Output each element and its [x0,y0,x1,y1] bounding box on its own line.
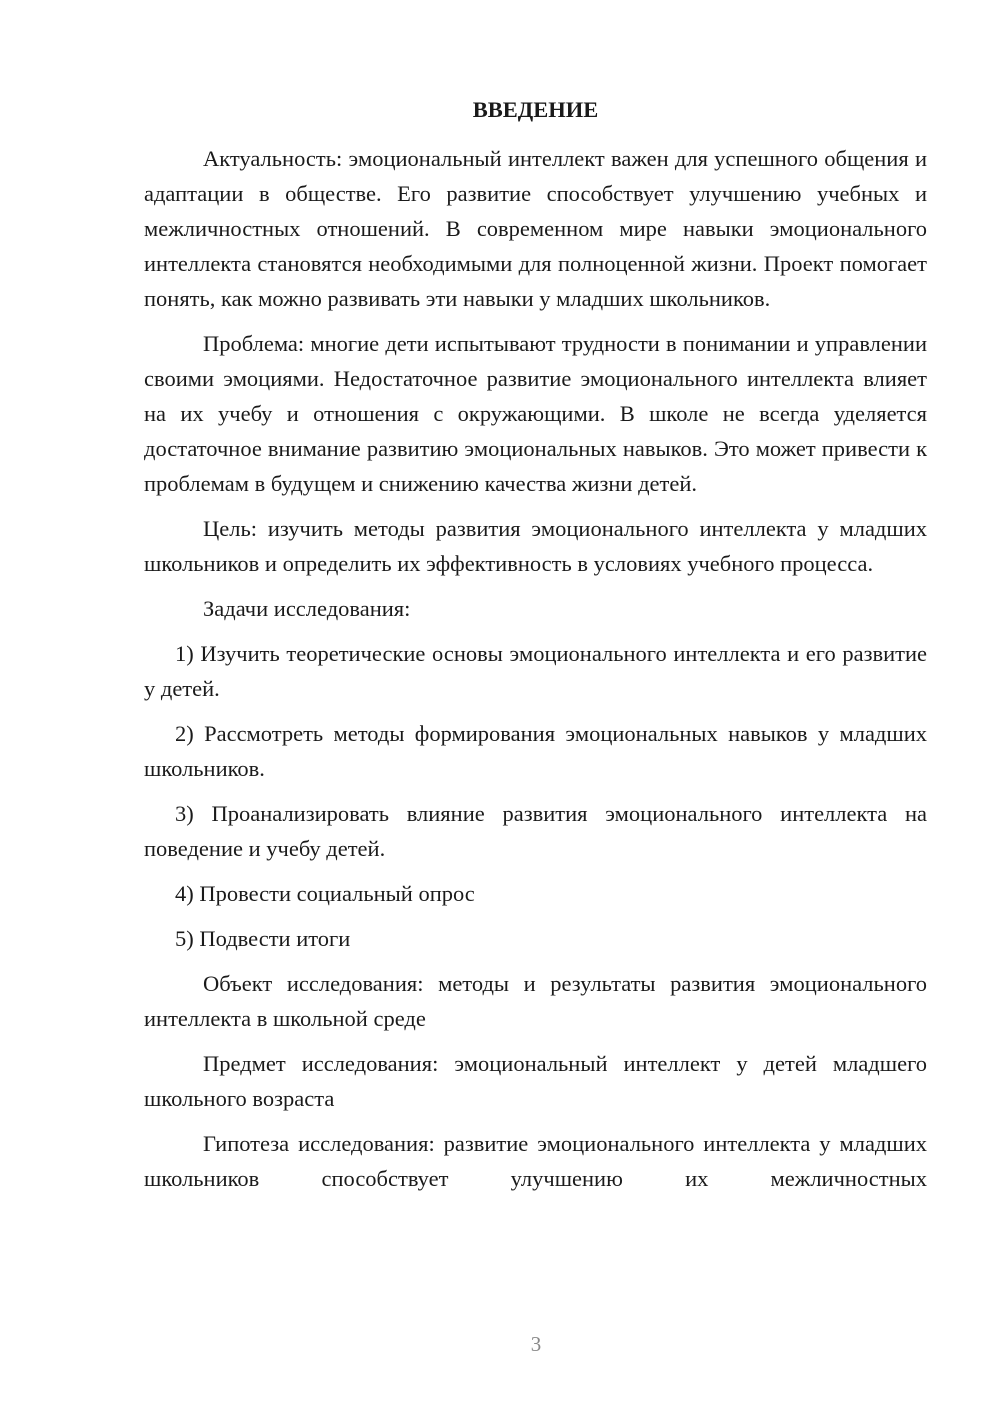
paragraph-subject: Предмет исследования: эмоциональный интеллект у детей младшего школьного возраста [144,1051,927,1111]
page-content [144,92,927,1206]
task-item-3: 3) Проанализировать влияние развития эмоционального интеллекта на поведение и учебу детей. [144,801,927,861]
paragraph-goal: Цель: изучить методы развития эмоционального интеллекта у младших школьников и определить их эффективность в условиях учебного процесса. [144,516,927,576]
section-title: ВВЕДЕНИЕ [472,97,599,122]
tasks-heading: Задачи исследования: [203,596,411,621]
task-item-2: 2) Рассмотреть методы формирования эмоциональных навыков у младших школьников. [144,721,927,781]
task-item-4: 4) Провести социальный опрос [175,881,475,906]
paragraph-object: Объект исследования: методы и результаты развития эмоционального интеллекта в школьной среде [144,971,927,1031]
paragraph-relevance: Актуальность: эмоциональный интеллект важен для успешного общения и адаптации в обществе. Его развитие способствует улучшению учебных и межличностных отношений. В современном мире навыки эмоционального интеллекта становятся необходимыми для полноценной жизни. Проект помогает понять, как можно развивать эти навыки у младших школьников. [144,146,927,311]
paragraph-problem: Проблема: многие дети испытывают трудности в понимании и управлении своими эмоциями. Недостаточное развитие эмоционального интеллекта влияет на их учебу и отношения с окружающими. В школе не всегда уделяется достаточное внимание развитию эмоциональных навыков. Это может привести к проблемам в будущем и снижению качества жизни детей. [144,331,927,496]
page-number: 3 [530,1332,542,1356]
paragraph-hypothesis: Гипотеза исследования: развитие эмоционального интеллекта у младших школьников способствует улучшению их межличностных [144,1131,927,1191]
task-item-1: 1) Изучить теоретические основы эмоционального интеллекта и его развитие у детей. [144,641,927,701]
task-item-5: 5) Подвести итоги [175,926,351,951]
